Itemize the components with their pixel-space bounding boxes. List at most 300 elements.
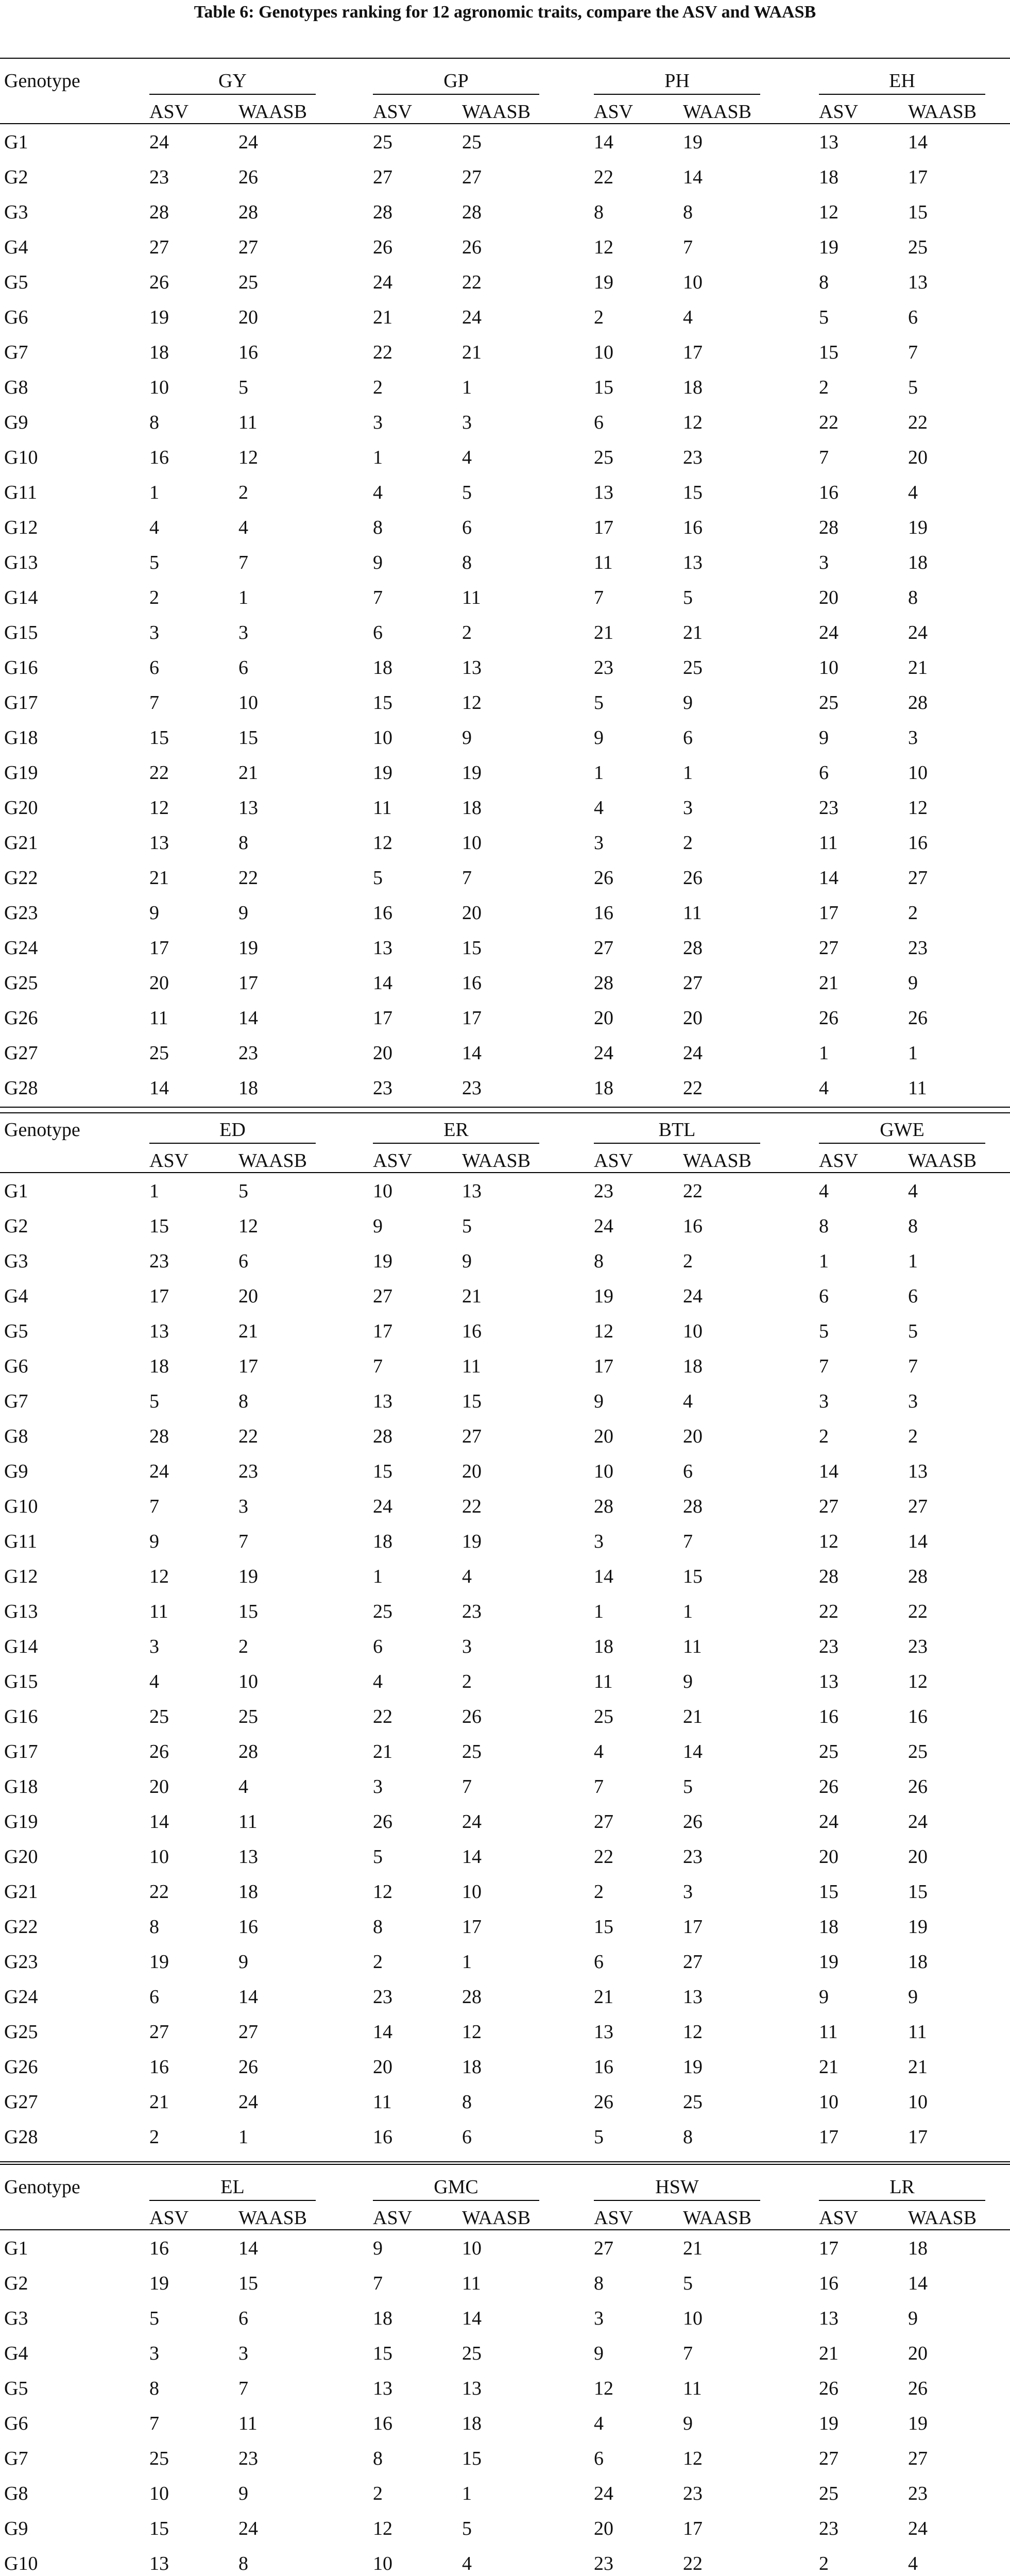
rank-cell: 15 (238, 727, 258, 749)
rank-cell: 13 (908, 1461, 928, 1482)
trait-underline (149, 94, 316, 95)
sub-header: WAASB (683, 1150, 752, 1172)
rank-cell: 8 (373, 517, 383, 538)
rank-cell: 15 (819, 342, 838, 363)
rank-cell: 20 (908, 447, 928, 468)
rank-cell: 5 (462, 1215, 472, 1237)
rank-cell: 24 (683, 1042, 703, 1064)
rank-cell: 24 (594, 1215, 613, 1237)
rank-cell: 1 (238, 587, 248, 608)
rank-cell: 18 (908, 2238, 928, 2259)
rank-cell: 24 (908, 1811, 928, 1833)
rank-cell: 8 (149, 412, 159, 433)
rank-cell: 2 (373, 1951, 383, 1973)
rank-cell: 20 (238, 1285, 258, 1307)
rank-cell: 28 (819, 1566, 838, 1587)
rank-cell: 26 (149, 272, 169, 293)
rank-cell: 2 (683, 1250, 693, 1272)
rank-cell: 23 (819, 2518, 838, 2539)
rank-cell: 26 (683, 867, 703, 889)
rank-cell: 2 (908, 1426, 918, 1447)
rank-cell: 11 (594, 552, 613, 573)
rank-cell: 17 (594, 517, 613, 538)
table-row (0, 553, 1010, 588)
rank-cell: 25 (819, 2483, 838, 2504)
genotype-cell: G17 (4, 1741, 38, 1762)
table-row (0, 798, 1010, 833)
rank-cell: 5 (908, 377, 918, 398)
genotype-cell: G27 (4, 1042, 38, 1064)
genotype-cell: G1 (4, 2238, 28, 2259)
rank-cell: 28 (908, 1566, 928, 1587)
genotype-cell: G4 (4, 236, 28, 258)
table-row (0, 238, 1010, 273)
rank-cell: 14 (819, 867, 838, 889)
rank-cell: 13 (683, 1986, 703, 2008)
trait-underline (819, 2200, 985, 2201)
rank-cell: 8 (373, 2448, 383, 2469)
rank-cell: 14 (908, 2273, 928, 2294)
rank-cell: 17 (149, 937, 169, 959)
rank-cell: 3 (594, 832, 604, 854)
table-row (0, 343, 1010, 378)
rank-cell: 25 (462, 2343, 482, 2364)
rank-cell: 14 (683, 166, 703, 188)
rank-cell: 9 (908, 2308, 918, 2329)
rank-cell: 19 (149, 2273, 169, 2294)
rank-cell: 14 (238, 2238, 258, 2259)
table-row (0, 1567, 1010, 1602)
rank-cell: 7 (149, 692, 159, 714)
genotype-cell: G7 (4, 2448, 28, 2469)
rank-cell: 11 (683, 2378, 702, 2399)
rank-cell: 27 (149, 236, 169, 258)
rank-cell: 19 (462, 762, 482, 784)
rank-cell: 9 (819, 1986, 829, 2008)
rank-cell: 11 (819, 2021, 838, 2043)
rank-cell: 18 (238, 1881, 258, 1903)
genotype-cell: G4 (4, 2343, 28, 2364)
rank-cell: 27 (819, 1496, 838, 1517)
rank-cell: 21 (683, 1706, 703, 1727)
trait-underline (149, 2200, 316, 2201)
rank-cell: 9 (683, 692, 693, 714)
rank-cell: 18 (238, 1077, 258, 1099)
rank-cell: 20 (683, 1007, 703, 1029)
table-row (0, 518, 1010, 553)
rank-cell: 4 (683, 1391, 693, 1412)
rank-cell: 1 (238, 2126, 248, 2148)
rank-cell: 5 (683, 1776, 693, 1798)
rank-cell: 18 (462, 2056, 482, 2078)
rank-cell: 1 (594, 762, 604, 784)
table-title: Table 6: Genotypes ranking for 12 agronomic traits, compare the ASV and WAASB (194, 3, 816, 22)
rank-cell: 21 (373, 1741, 392, 1762)
rank-cell: 15 (683, 1566, 703, 1587)
rank-cell: 14 (238, 1986, 258, 2008)
genotype-cell: G3 (4, 201, 28, 223)
rank-cell: 3 (149, 2343, 159, 2364)
rank-cell: 25 (149, 1042, 169, 1064)
rank-cell: 21 (819, 2343, 838, 2364)
rank-cell: 7 (908, 1355, 918, 1377)
genotype-cell: G14 (4, 1636, 38, 1657)
table-block (0, 58, 1010, 1120)
genotype-cell: G25 (4, 2021, 38, 2043)
rank-cell: 8 (238, 2553, 248, 2574)
rank-cell: 8 (149, 2378, 159, 2399)
rank-cell: 20 (819, 587, 838, 608)
rank-cell: 8 (908, 587, 918, 608)
rank-cell: 5 (462, 2518, 472, 2539)
rank-cell: 13 (594, 2021, 613, 2043)
genotype-cell: G9 (4, 412, 28, 433)
sub-header: WAASB (462, 101, 531, 123)
rank-cell: 16 (594, 902, 613, 924)
rank-cell: 11 (908, 1077, 927, 1099)
rank-cell: 14 (594, 1566, 613, 1587)
rank-cell: 14 (908, 131, 928, 153)
rank-cell: 8 (683, 2126, 693, 2148)
rank-cell: 1 (683, 1601, 693, 1622)
genotype-cell: G8 (4, 2483, 28, 2504)
rank-cell: 13 (373, 2378, 392, 2399)
rank-cell: 9 (462, 1250, 472, 1272)
table-top-rule (0, 2164, 1010, 2165)
trait-underline (373, 1143, 539, 1144)
rank-cell: 4 (462, 1566, 472, 1587)
rank-cell: 12 (683, 2448, 703, 2469)
rank-cell: 16 (462, 1320, 482, 1342)
trait-header: PH (664, 70, 690, 92)
rank-cell: 8 (462, 2091, 472, 2113)
rank-cell: 22 (683, 1077, 703, 1099)
rank-cell: 3 (819, 552, 829, 573)
rank-cell: 23 (908, 937, 928, 959)
rank-cell: 12 (594, 236, 613, 258)
rank-cell: 13 (238, 797, 258, 819)
sub-header: WAASB (462, 1150, 531, 1172)
rank-cell: 21 (819, 972, 838, 994)
rank-cell: 23 (594, 657, 613, 679)
rank-cell: 15 (149, 1215, 169, 1237)
rank-cell: 24 (819, 1811, 838, 1833)
rank-cell: 5 (373, 867, 383, 889)
rank-cell: 22 (238, 867, 258, 889)
sub-header: WAASB (238, 2207, 307, 2229)
rank-cell: 26 (373, 236, 392, 258)
sub-header: WAASB (238, 101, 307, 123)
rank-cell: 13 (462, 1180, 482, 1202)
rank-cell: 12 (819, 1531, 838, 1552)
rank-cell: 4 (149, 1671, 159, 1692)
rank-cell: 8 (373, 1916, 383, 1938)
rank-cell: 4 (238, 1776, 248, 1798)
rank-cell: 10 (238, 1671, 258, 1692)
rank-cell: 18 (149, 342, 169, 363)
genotype-cell: G12 (4, 517, 38, 538)
rank-cell: 4 (238, 517, 248, 538)
rank-cell: 14 (149, 1811, 169, 1833)
rank-cell: 6 (594, 412, 604, 433)
trait-header: GMC (434, 2176, 478, 2198)
rank-cell: 10 (238, 692, 258, 714)
rank-cell: 28 (683, 1496, 703, 1517)
rank-cell: 12 (462, 2021, 482, 2043)
table-row (0, 1917, 1010, 1952)
rank-cell: 25 (238, 272, 258, 293)
rank-cell: 21 (908, 657, 928, 679)
genotype-cell: G11 (4, 1531, 38, 1552)
rank-cell: 17 (819, 2238, 838, 2259)
rank-cell: 21 (908, 2056, 928, 2078)
rank-cell: 27 (908, 867, 928, 889)
rank-cell: 16 (908, 832, 928, 854)
rank-cell: 2 (683, 832, 693, 854)
rank-cell: 7 (373, 587, 383, 608)
rank-cell: 9 (149, 1531, 159, 1552)
genotype-cell: G9 (4, 1461, 28, 1482)
table-row (0, 1392, 1010, 1427)
rank-cell: 25 (238, 1706, 258, 1727)
rank-cell: 19 (238, 937, 258, 959)
rank-cell: 19 (819, 1951, 838, 1973)
rank-cell: 3 (238, 2343, 248, 2364)
rank-cell: 10 (373, 1180, 392, 1202)
rank-cell: 17 (683, 1916, 703, 1938)
sub-header: ASV (373, 1150, 413, 1172)
rank-cell: 28 (683, 937, 703, 959)
rank-cell: 14 (819, 1461, 838, 1482)
rank-cell: 13 (373, 1391, 392, 1412)
rank-cell: 4 (373, 482, 383, 503)
rank-cell: 12 (462, 692, 482, 714)
genotype-cell: G16 (4, 1706, 38, 1727)
rank-cell: 28 (462, 1986, 482, 2008)
rank-cell: 19 (462, 1531, 482, 1552)
genotype-cell: G22 (4, 867, 38, 889)
rank-cell: 13 (908, 272, 928, 293)
rank-cell: 7 (149, 2413, 159, 2434)
rank-cell: 24 (238, 131, 258, 153)
rank-cell: 10 (373, 2553, 392, 2574)
rank-cell: 22 (683, 1180, 703, 1202)
genotype-cell: G20 (4, 1846, 38, 1868)
rank-cell: 7 (683, 236, 693, 258)
rank-cell: 2 (819, 1426, 829, 1447)
sub-header: ASV (149, 1150, 189, 1172)
rank-cell: 10 (462, 2238, 482, 2259)
rank-cell: 18 (462, 797, 482, 819)
rank-cell: 11 (238, 1811, 258, 1833)
sub-header: ASV (819, 101, 859, 123)
rank-cell: 25 (462, 1741, 482, 1762)
rank-cell: 15 (908, 1881, 928, 1903)
rank-cell: 5 (149, 552, 159, 573)
rank-cell: 9 (819, 727, 829, 749)
rank-cell: 27 (373, 166, 392, 188)
table-row (0, 1812, 1010, 1847)
rank-cell: 15 (238, 2273, 258, 2294)
genotype-cell: G21 (4, 832, 38, 854)
genotype-cell: G12 (4, 1566, 38, 1587)
sub-header: WAASB (908, 2207, 977, 2229)
trait-header: HSW (655, 2176, 699, 2198)
rank-cell: 20 (373, 2056, 392, 2078)
rank-cell: 16 (238, 1916, 258, 1938)
genotype-cell: G18 (4, 1776, 38, 1798)
genotype-cell: G15 (4, 1671, 38, 1692)
rank-cell: 21 (683, 622, 703, 643)
rank-cell: 20 (908, 2343, 928, 2364)
rank-cell: 7 (462, 867, 472, 889)
rank-cell: 19 (908, 2413, 928, 2434)
rank-cell: 26 (683, 1811, 703, 1833)
rank-cell: 28 (594, 1496, 613, 1517)
rank-cell: 9 (683, 2413, 693, 2434)
sub-header: WAASB (462, 2207, 531, 2229)
genotype-cell: G28 (4, 2126, 38, 2148)
rank-cell: 11 (238, 412, 258, 433)
rank-cell: 4 (819, 1077, 829, 1099)
rank-cell: 27 (462, 1426, 482, 1447)
sub-header: WAASB (238, 1150, 307, 1172)
trait-header: LR (889, 2176, 915, 2198)
rank-cell: 13 (594, 482, 613, 503)
rank-cell: 8 (462, 552, 472, 573)
genotype-cell: G14 (4, 587, 38, 608)
rank-cell: 28 (462, 201, 482, 223)
trait-header: EL (220, 2176, 245, 2198)
rank-cell: 11 (462, 2273, 481, 2294)
rank-cell: 1 (819, 1250, 829, 1272)
header-bottom-rule (0, 123, 1010, 124)
table-top-rule (0, 1107, 1010, 1108)
genotype-cell: G10 (4, 447, 38, 468)
rank-cell: 23 (908, 1636, 928, 1657)
rank-cell: 2 (149, 587, 159, 608)
rank-cell: 3 (462, 1636, 472, 1657)
genotype-cell: G22 (4, 1916, 38, 1938)
rank-cell: 27 (819, 937, 838, 959)
rank-cell: 17 (238, 1355, 258, 1377)
rank-cell: 2 (149, 2126, 159, 2148)
rank-cell: 3 (819, 1391, 829, 1412)
rank-cell: 8 (683, 201, 693, 223)
rank-cell: 1 (149, 1180, 159, 1202)
table-row (0, 588, 1010, 623)
rank-cell: 6 (819, 762, 829, 784)
rank-cell: 9 (373, 2238, 383, 2259)
rank-cell: 23 (683, 1846, 703, 1868)
rank-cell: 3 (594, 1531, 604, 1552)
rank-cell: 2 (373, 377, 383, 398)
rank-cell: 28 (908, 692, 928, 714)
table-row (0, 693, 1010, 728)
rank-cell: 13 (462, 657, 482, 679)
rank-cell: 24 (238, 2518, 258, 2539)
table-row (0, 1637, 1010, 1672)
genotype-cell: G28 (4, 1077, 38, 1099)
table-row (0, 2414, 1010, 2449)
rank-cell: 24 (373, 272, 392, 293)
rank-cell: 22 (149, 762, 169, 784)
genotype-header: Genotype (4, 2176, 80, 2198)
rank-cell: 11 (462, 1355, 481, 1377)
rank-cell: 10 (819, 657, 838, 679)
rank-cell: 10 (149, 2483, 169, 2504)
rank-cell: 12 (594, 2378, 613, 2399)
rank-cell: 23 (683, 2483, 703, 2504)
rank-cell: 25 (373, 131, 392, 153)
rank-cell: 10 (149, 377, 169, 398)
genotype-cell: G7 (4, 342, 28, 363)
rank-cell: 26 (238, 2056, 258, 2078)
rank-cell: 1 (594, 1601, 604, 1622)
rank-cell: 21 (462, 1285, 482, 1307)
rank-cell: 5 (819, 1320, 829, 1342)
rank-cell: 13 (149, 832, 169, 854)
sub-header: ASV (819, 2207, 859, 2229)
rank-cell: 20 (594, 2518, 613, 2539)
rank-cell: 5 (819, 307, 829, 328)
rank-cell: 9 (594, 1391, 604, 1412)
trait-underline (594, 2200, 760, 2201)
sub-header: ASV (594, 1150, 634, 1172)
rank-cell: 10 (908, 2091, 928, 2113)
table-row (0, 2519, 1010, 2554)
sub-header: WAASB (908, 1150, 977, 1172)
trait-underline (594, 94, 760, 95)
rank-cell: 25 (819, 1741, 838, 1762)
rank-cell: 16 (462, 972, 482, 994)
table-row (0, 623, 1010, 658)
rank-cell: 28 (373, 201, 392, 223)
rank-cell: 12 (373, 2518, 392, 2539)
genotype-cell: G5 (4, 272, 28, 293)
rank-cell: 15 (462, 2448, 482, 2469)
rank-cell: 21 (683, 2238, 703, 2259)
rank-cell: 19 (908, 517, 928, 538)
genotype-cell: G8 (4, 377, 28, 398)
rank-cell: 22 (462, 272, 482, 293)
rank-cell: 21 (594, 1986, 613, 2008)
genotype-cell: G27 (4, 2091, 38, 2113)
genotype-cell: G3 (4, 2308, 28, 2329)
rank-cell: 13 (462, 2378, 482, 2399)
table-block (0, 2164, 1010, 2576)
rank-cell: 19 (683, 131, 703, 153)
table-row (0, 1707, 1010, 1742)
rank-cell: 4 (373, 1671, 383, 1692)
rank-cell: 20 (594, 1426, 613, 1447)
table-row (0, 1532, 1010, 1567)
rank-cell: 6 (238, 1250, 248, 1272)
rank-cell: 12 (908, 1671, 928, 1692)
table-row (0, 1216, 1010, 1251)
rank-cell: 19 (594, 1285, 613, 1307)
rank-cell: 18 (373, 2308, 392, 2329)
rank-cell: 22 (373, 342, 392, 363)
trait-header: BTL (658, 1119, 696, 1141)
genotype-cell: G19 (4, 762, 38, 784)
rank-cell: 26 (373, 1811, 392, 1833)
rank-cell: 4 (819, 1180, 829, 1202)
rank-cell: 16 (373, 2126, 392, 2148)
rank-cell: 14 (683, 1741, 703, 1762)
rank-cell: 8 (594, 201, 604, 223)
rank-cell: 25 (149, 2448, 169, 2469)
